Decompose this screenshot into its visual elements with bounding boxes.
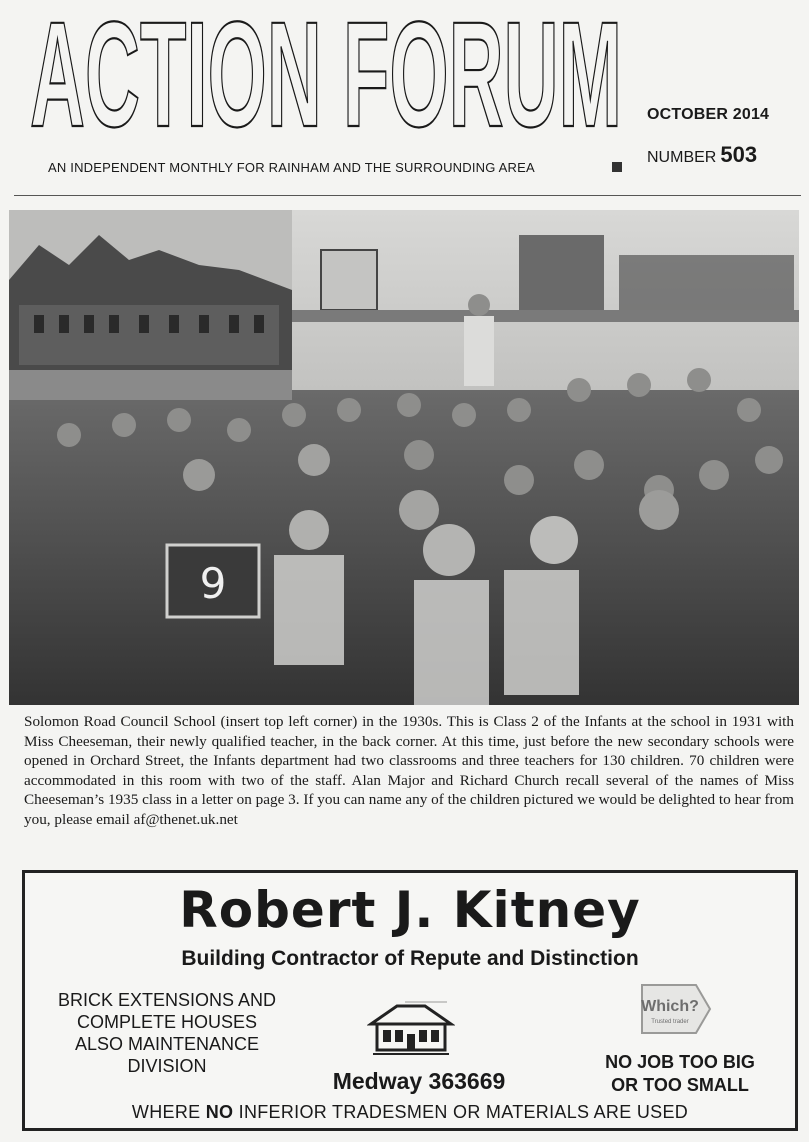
class-photo <box>9 210 799 705</box>
advert-slogan <box>585 1051 775 1097</box>
photo-caption: Solomon Road Council School (insert top left corner) in the 1930s. This is Class 2 of the Infants at the school in 1931 with Miss Cheeseman, their newly qualified teacher, in the back corner. At this time, just before the new secondary schools were opened in Orchard Street, the Infants department had two classrooms and three teachers for 130 children. 70 children were accommodated in this room with two of the staff. Alan Major and Richard Church recall several of the names of Miss Cheeseman’s 1935 class in a letter on page 3. If you can name any of the children pictured we would be delighted to hear from you, please email af@thenet.uk.net <box>24 713 794 828</box>
advert-footer-pre: WHERE <box>131 1102 206 1122</box>
slate-number: 9 <box>199 559 227 608</box>
advert-services-line: ALSO MAINTENANCE <box>74 1034 260 1054</box>
advert-footer <box>25 1102 795 1123</box>
advert-phone: Medway 363669 <box>332 1068 506 1094</box>
slate <box>167 545 259 617</box>
advert-services <box>27 989 307 1077</box>
header-divider <box>14 195 801 196</box>
school-inset <box>9 210 292 400</box>
advert-subtitle: Building Contractor of Repute and Distinction <box>181 947 639 970</box>
advert-footer-bold: NO <box>205 1102 234 1122</box>
which-badge-subtext: Trusted trader <box>651 1019 689 1025</box>
issue-number <box>647 142 757 168</box>
advert-slogan-line: NO JOB TOO BIG <box>605 1052 755 1072</box>
blackboard <box>519 235 604 315</box>
advert-services-line: BRICK EXTENSIONS AND <box>57 990 277 1010</box>
issue-date: OCTOBER 2014 <box>647 106 770 123</box>
house-icon <box>367 998 455 1060</box>
advert-name: Robert J. Kitney <box>179 881 641 939</box>
issue-number-value: 503 <box>720 142 758 167</box>
bullet-square-icon <box>612 162 622 172</box>
advert-footer-post: INFERIOR TRADESMEN OR MATERIALS ARE USED <box>233 1102 689 1122</box>
advert-box <box>22 870 798 1131</box>
masthead-title-text: ACTION FORUM <box>30 10 622 135</box>
which-trusted-trader-badge <box>640 983 712 1035</box>
issue-number-label: NUMBER <box>647 149 717 166</box>
which-badge-text: Which? <box>641 998 699 1015</box>
tagline: AN INDEPENDENT MONTHLY FOR RAINHAM AND THE SURROUNDING AREA <box>48 160 535 175</box>
wall-picture <box>321 250 377 310</box>
masthead-title <box>30 10 630 135</box>
advert-services-line: COMPLETE HOUSES <box>76 1012 258 1032</box>
advert-services-line: DIVISION <box>127 1056 207 1076</box>
advert-slogan-line: OR TOO SMALL <box>611 1075 749 1095</box>
